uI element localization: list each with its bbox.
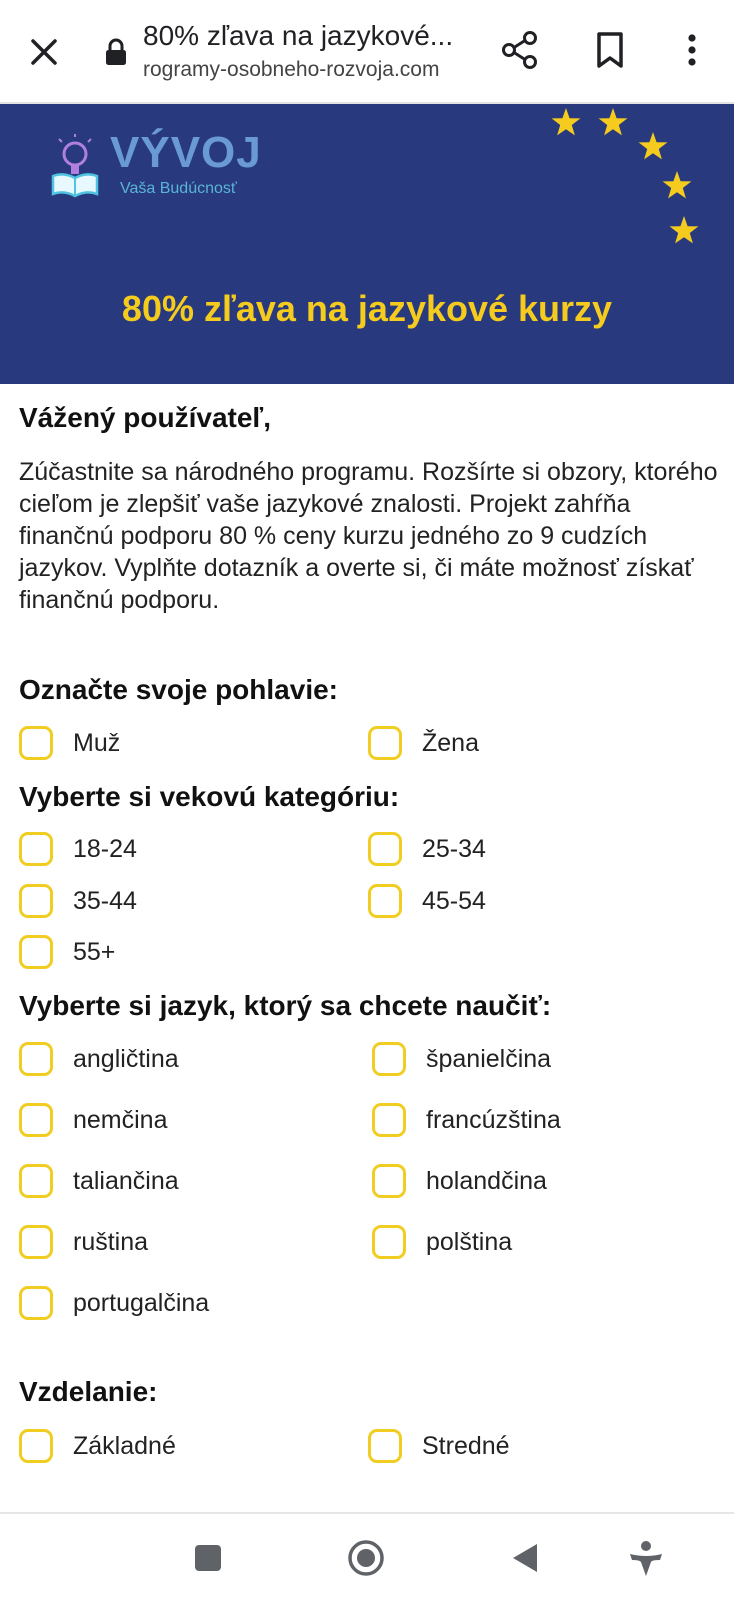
option-label: holandčina [426,1166,547,1195]
recents-square-icon[interactable] [186,1536,230,1580]
language-option-russian[interactable] [19,1224,148,1260]
url-text[interactable]: rogramy-osobneho-rozvoja.com [143,58,440,81]
checkbox[interactable] [19,1042,53,1076]
banner-headline: 80% zľava na jazykové kurzy [121,288,613,329]
system-navigation-bar [0,1512,734,1600]
checkbox[interactable] [372,1164,406,1198]
language-option-english[interactable] [19,1041,179,1077]
option-label: ruština [73,1227,149,1256]
option-label: Základné [73,1431,176,1460]
checkbox[interactable] [368,1429,402,1463]
option-label: 25-34 [422,834,486,863]
hero-banner [0,104,734,384]
lightbulb-book-logo-icon [50,134,100,198]
option-label: Žena [422,728,479,757]
page-title[interactable]: 80% zľava na jazykové... [143,20,454,51]
age-option-55-plus[interactable] [19,934,115,970]
option-label: španielčina [426,1044,552,1073]
option-label: 18-24 [73,834,137,863]
lock-icon [104,38,128,66]
accessibility-icon[interactable] [624,1536,668,1580]
age-option-18-24[interactable] [19,831,137,867]
option-label: angličtina [73,1044,179,1073]
age-option-45-54[interactable] [368,883,486,919]
language-question-title: Vyberte si jazyk, ktorý sa chcete naučiť: [19,990,552,1021]
education-question-title: Vzdelanie: [19,1376,158,1407]
checkbox[interactable] [372,1103,406,1137]
greeting-heading: Vážený používateľ, [19,402,271,433]
intro-paragraph: Zúčastnite sa národného programu. Rozšírte si obzory, ktorého cieľom je zlepšiť vaše jazykové znalosti. Projekt zahŕňa finančnú podporu 80 % ceny kurzu jedného zo 9 cudzích jazykov. Vyplňte dotazník a overte si, či máte možnosť získať finančnú podporu. [19,458,718,614]
checkbox[interactable] [368,884,402,918]
option-label: francúzština [426,1105,561,1134]
checkbox[interactable] [19,832,53,866]
checkbox[interactable] [19,935,53,969]
bookmark-icon[interactable] [588,28,632,72]
star-icon [637,130,669,162]
language-option-dutch[interactable] [372,1163,547,1199]
checkbox[interactable] [19,726,53,760]
option-label: Stredné [422,1431,510,1460]
checkbox[interactable] [19,1164,53,1198]
language-option-portuguese[interactable] [19,1285,209,1321]
more-vert-icon[interactable] [672,28,712,72]
gender-question-title: Označte svoje pohlavie: [19,674,338,705]
checkbox[interactable] [19,1429,53,1463]
option-label: polština [426,1227,513,1256]
language-option-italian[interactable] [19,1163,179,1199]
star-icon [668,214,700,246]
checkbox[interactable] [19,1225,53,1259]
language-option-french[interactable] [372,1102,561,1138]
language-option-polish[interactable] [372,1224,512,1260]
option-label: taliančina [73,1166,179,1195]
star-icon [597,106,629,138]
age-question-title: Vyberte si vekovú kategóriu: [19,781,400,812]
star-icon [661,169,693,201]
share-icon[interactable] [498,28,542,72]
checkbox[interactable] [19,1286,53,1320]
option-label: 55+ [73,937,116,966]
gender-option-female[interactable] [368,725,479,761]
close-icon[interactable] [22,30,66,74]
star-icon [550,106,582,138]
education-option-secondary[interactable] [368,1428,510,1464]
option-label: portugalčina [73,1288,210,1317]
option-label: 45-54 [422,886,486,915]
education-option-basic[interactable] [19,1428,176,1464]
checkbox[interactable] [372,1225,406,1259]
age-option-25-34[interactable] [368,831,486,867]
logo-tagline: Vaša Budúcnosť [120,180,237,197]
home-circle-icon[interactable] [344,1536,388,1580]
option-label: Muž [73,728,121,757]
checkbox[interactable] [19,1103,53,1137]
browser-toolbar [0,0,734,104]
gender-option-male[interactable] [19,725,120,761]
back-triangle-icon[interactable] [503,1536,547,1580]
checkbox[interactable] [372,1042,406,1076]
checkbox[interactable] [19,884,53,918]
language-option-german[interactable] [19,1102,168,1138]
language-option-spanish[interactable] [372,1041,551,1077]
checkbox[interactable] [368,832,402,866]
option-label: 35-44 [73,886,137,915]
option-label: nemčina [73,1105,168,1134]
logo-name: VÝVOJ [110,128,262,177]
age-option-35-44[interactable] [19,883,137,919]
checkbox[interactable] [368,726,402,760]
